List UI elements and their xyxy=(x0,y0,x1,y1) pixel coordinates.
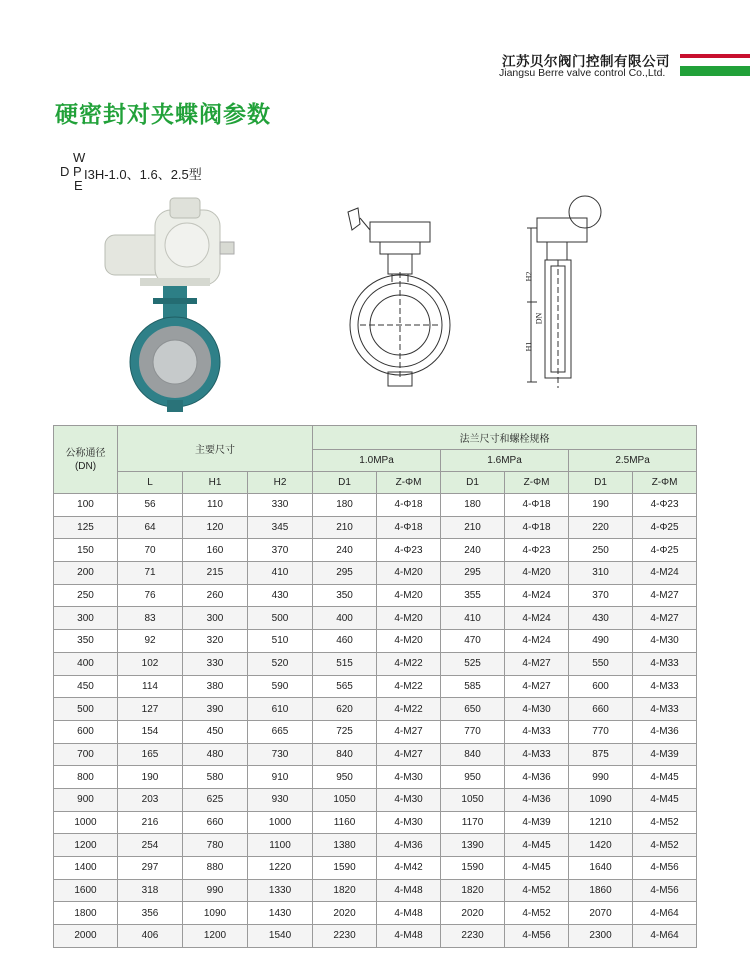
table-cell: 2020 xyxy=(441,902,505,925)
table-cell: 4-Φ18 xyxy=(505,516,569,539)
table-row xyxy=(54,925,697,948)
table-cell: 390 xyxy=(183,698,248,721)
table-cell: 4-Φ23 xyxy=(505,539,569,562)
table-cell: 780 xyxy=(183,834,248,857)
table-cell: 125 xyxy=(54,516,118,539)
table-cell: 600 xyxy=(54,720,118,743)
table-cell: 300 xyxy=(54,607,118,630)
table-cell: 990 xyxy=(569,766,633,789)
table-cell: 406 xyxy=(118,925,183,948)
table-cell: 295 xyxy=(313,562,377,585)
table-cell: 525 xyxy=(441,652,505,675)
header-red-stripe xyxy=(680,54,750,58)
table-cell: 4-M45 xyxy=(633,766,697,789)
table-cell: 950 xyxy=(313,766,377,789)
table-cell: 1000 xyxy=(54,811,118,834)
table-cell: 4-M33 xyxy=(505,720,569,743)
table-cell: 120 xyxy=(183,516,248,539)
table-cell: 470 xyxy=(441,630,505,653)
table-cell: 356 xyxy=(118,902,183,925)
table-cell: 310 xyxy=(569,562,633,585)
table-cell: 4-M52 xyxy=(505,902,569,925)
side-view-drawing xyxy=(515,190,615,400)
table-cell: 510 xyxy=(248,630,313,653)
table-cell: 1330 xyxy=(248,879,313,902)
table-cell: 110 xyxy=(183,494,248,517)
table-cell: 250 xyxy=(54,584,118,607)
table-cell: 4-M24 xyxy=(505,607,569,630)
table-cell: 4-M56 xyxy=(505,925,569,948)
table-cell: 127 xyxy=(118,698,183,721)
table-cell: 180 xyxy=(441,494,505,517)
dn-label: DN xyxy=(534,312,544,325)
table-cell: 770 xyxy=(569,720,633,743)
header-pressure-2: 1.6MPa xyxy=(441,450,569,472)
table-cell: 4-M27 xyxy=(377,743,441,766)
table-cell: 770 xyxy=(441,720,505,743)
table-cell: 4-Φ23 xyxy=(633,494,697,517)
table-cell: 1590 xyxy=(441,857,505,880)
table-cell: 4-M24 xyxy=(505,630,569,653)
table-cell: 4-M64 xyxy=(633,902,697,925)
table-row xyxy=(54,494,697,517)
model-prefix-top: W xyxy=(73,150,86,165)
table-cell: 4-M20 xyxy=(505,562,569,585)
header-h2: H2 xyxy=(248,472,313,494)
table-cell: 295 xyxy=(441,562,505,585)
parameter-table xyxy=(53,425,697,948)
table-cell: 1170 xyxy=(441,811,505,834)
table-cell: 490 xyxy=(569,630,633,653)
table-cell: 4-M30 xyxy=(633,630,697,653)
table-row xyxy=(54,539,697,562)
table-cell: 1860 xyxy=(569,879,633,902)
table-cell: 4-M24 xyxy=(633,562,697,585)
table-cell: 220 xyxy=(569,516,633,539)
table-row xyxy=(54,834,697,857)
table-cell: 254 xyxy=(118,834,183,857)
table-cell: 4-M48 xyxy=(377,902,441,925)
table-cell: 240 xyxy=(441,539,505,562)
table-cell: 70 xyxy=(118,539,183,562)
table-cell: 100 xyxy=(54,494,118,517)
table-cell: 660 xyxy=(183,811,248,834)
table-row xyxy=(54,857,697,880)
table-cell: 350 xyxy=(54,630,118,653)
table-cell: 114 xyxy=(118,675,183,698)
table-cell: 210 xyxy=(313,516,377,539)
table-cell: 1540 xyxy=(248,925,313,948)
table-cell: 1390 xyxy=(441,834,505,857)
table-cell: 154 xyxy=(118,720,183,743)
header-zm: Z-ΦM xyxy=(377,472,441,494)
table-cell: 875 xyxy=(569,743,633,766)
table-cell: 800 xyxy=(54,766,118,789)
table-cell: 1400 xyxy=(54,857,118,880)
header-main-dims: 主要尺寸 xyxy=(118,426,313,472)
table-row xyxy=(54,675,697,698)
table-cell: 1200 xyxy=(54,834,118,857)
table-cell: 565 xyxy=(313,675,377,698)
table-cell: 1820 xyxy=(441,879,505,902)
table-cell: 2000 xyxy=(54,925,118,948)
table-cell: 160 xyxy=(183,539,248,562)
table-cell: 165 xyxy=(118,743,183,766)
table-cell: 2300 xyxy=(569,925,633,948)
table-cell: 585 xyxy=(441,675,505,698)
table-cell: 400 xyxy=(313,607,377,630)
table-row xyxy=(54,720,697,743)
table-cell: 83 xyxy=(118,607,183,630)
table-cell: 92 xyxy=(118,630,183,653)
table-cell: 910 xyxy=(248,766,313,789)
model-prefix-mid: D xyxy=(60,164,70,179)
table-cell: 330 xyxy=(183,652,248,675)
table-cell: 1380 xyxy=(313,834,377,857)
table-row xyxy=(54,766,697,789)
table-cell: 200 xyxy=(54,562,118,585)
table-row xyxy=(54,630,697,653)
table-cell: 1800 xyxy=(54,902,118,925)
table-cell: 4-Φ18 xyxy=(505,494,569,517)
table-cell: 4-M30 xyxy=(505,698,569,721)
table-cell: 1600 xyxy=(54,879,118,902)
table-cell: 370 xyxy=(248,539,313,562)
table-cell: 620 xyxy=(313,698,377,721)
table-cell: 4-M36 xyxy=(505,766,569,789)
table-cell: 2020 xyxy=(313,902,377,925)
table-cell: 56 xyxy=(118,494,183,517)
table-cell: 4-M27 xyxy=(505,675,569,698)
header-dn: 公称通径 (DN) xyxy=(54,426,118,494)
table-cell: 4-M20 xyxy=(377,607,441,630)
model-suffix: I3H-1.0、1.6、2.5型 xyxy=(84,167,202,182)
table-cell: 1090 xyxy=(183,902,248,925)
valve-photo xyxy=(95,190,245,415)
table-cell: 430 xyxy=(248,584,313,607)
table-cell: 450 xyxy=(183,720,248,743)
h2-label: H2 xyxy=(524,271,534,282)
company-name-en: Jiangsu Berre valve control Co.,Ltd. xyxy=(499,67,666,79)
table-cell: 520 xyxy=(248,652,313,675)
table-cell: 355 xyxy=(441,584,505,607)
table-cell: 1050 xyxy=(313,788,377,811)
table-cell: 4-M27 xyxy=(377,720,441,743)
table-cell: 330 xyxy=(248,494,313,517)
table-cell: 730 xyxy=(248,743,313,766)
table-cell: 4-M36 xyxy=(377,834,441,857)
table-row xyxy=(54,788,697,811)
header-d1: D1 xyxy=(569,472,633,494)
table-cell: 515 xyxy=(313,652,377,675)
table-cell: 150 xyxy=(54,539,118,562)
table-cell: 900 xyxy=(54,788,118,811)
table-cell: 1160 xyxy=(313,811,377,834)
table-cell: 380 xyxy=(183,675,248,698)
table-cell: 4-M52 xyxy=(505,879,569,902)
table-cell: 215 xyxy=(183,562,248,585)
header-l: L xyxy=(118,472,183,494)
table-cell: 203 xyxy=(118,788,183,811)
table-cell: 880 xyxy=(183,857,248,880)
table-cell: 4-M27 xyxy=(633,607,697,630)
header-h1: H1 xyxy=(183,472,248,494)
table-cell: 4-M33 xyxy=(633,652,697,675)
table-cell: 2230 xyxy=(441,925,505,948)
table-cell: 1090 xyxy=(569,788,633,811)
table-row xyxy=(54,584,697,607)
table-cell: 260 xyxy=(183,584,248,607)
header-pressure-3: 2.5MPa xyxy=(569,450,697,472)
table-cell: 1590 xyxy=(313,857,377,880)
table-cell: 102 xyxy=(118,652,183,675)
table-row xyxy=(54,562,697,585)
table-cell: 500 xyxy=(54,698,118,721)
page-title: 硬密封对夹蝶阀参数 xyxy=(55,102,271,128)
table-cell: 4-M48 xyxy=(377,925,441,948)
table-cell: 210 xyxy=(441,516,505,539)
table-cell: 2230 xyxy=(313,925,377,948)
table-cell: 4-Φ25 xyxy=(633,539,697,562)
table-cell: 1200 xyxy=(183,925,248,948)
table-cell: 1000 xyxy=(248,811,313,834)
table-cell: 460 xyxy=(313,630,377,653)
table-row xyxy=(54,698,697,721)
table-cell: 500 xyxy=(248,607,313,630)
table-cell: 300 xyxy=(183,607,248,630)
table-cell: 450 xyxy=(54,675,118,698)
table-cell: 1430 xyxy=(248,902,313,925)
table-cell: 4-M33 xyxy=(633,698,697,721)
table-cell: 410 xyxy=(441,607,505,630)
table-row xyxy=(54,879,697,902)
table-cell: 345 xyxy=(248,516,313,539)
table-cell: 4-Φ18 xyxy=(377,516,441,539)
table-cell: 350 xyxy=(313,584,377,607)
table-cell: 660 xyxy=(569,698,633,721)
table-cell: 4-M30 xyxy=(377,788,441,811)
table-cell: 1050 xyxy=(441,788,505,811)
table-cell: 4-M30 xyxy=(377,811,441,834)
front-view-drawing xyxy=(330,200,460,395)
table-cell: 216 xyxy=(118,811,183,834)
table-cell: 4-M36 xyxy=(505,788,569,811)
model-prefix-bottom: E xyxy=(74,178,83,193)
table-cell: 4-M30 xyxy=(377,766,441,789)
table-cell: 840 xyxy=(313,743,377,766)
table-cell: 76 xyxy=(118,584,183,607)
table-cell: 180 xyxy=(313,494,377,517)
table-cell: 1220 xyxy=(248,857,313,880)
table-cell: 4-M20 xyxy=(377,630,441,653)
table-cell: 4-M24 xyxy=(505,584,569,607)
table-cell: 1100 xyxy=(248,834,313,857)
table-cell: 4-M42 xyxy=(377,857,441,880)
table-cell: 590 xyxy=(248,675,313,698)
table-cell: 320 xyxy=(183,630,248,653)
table-cell: 4-M39 xyxy=(505,811,569,834)
table-cell: 625 xyxy=(183,788,248,811)
table-row xyxy=(54,902,697,925)
table-cell: 580 xyxy=(183,766,248,789)
header-zm: Z-ΦM xyxy=(505,472,569,494)
header-d1: D1 xyxy=(313,472,377,494)
table-cell: 1640 xyxy=(569,857,633,880)
table-cell: 4-M45 xyxy=(505,834,569,857)
table-cell: 930 xyxy=(248,788,313,811)
table-cell: 1210 xyxy=(569,811,633,834)
table-cell: 1420 xyxy=(569,834,633,857)
header-flange: 法兰尺寸和螺栓规格 xyxy=(313,426,697,450)
table-cell: 318 xyxy=(118,879,183,902)
header-green-stripe xyxy=(680,66,750,76)
table-cell: 990 xyxy=(183,879,248,902)
table-cell: 4-M22 xyxy=(377,698,441,721)
table-cell: 190 xyxy=(118,766,183,789)
table-cell: 4-M64 xyxy=(633,925,697,948)
table-cell: 2070 xyxy=(569,902,633,925)
table-cell: 400 xyxy=(54,652,118,675)
table-row xyxy=(54,607,697,630)
table-cell: 4-M39 xyxy=(633,743,697,766)
table-cell: 4-M22 xyxy=(377,675,441,698)
table-cell: 840 xyxy=(441,743,505,766)
table-row xyxy=(54,743,697,766)
table-cell: 190 xyxy=(569,494,633,517)
table-row xyxy=(54,516,697,539)
table-cell: 4-M36 xyxy=(633,720,697,743)
table-row xyxy=(54,811,697,834)
table-cell: 600 xyxy=(569,675,633,698)
table-cell: 4-M48 xyxy=(377,879,441,902)
header-pressure-1: 1.0MPa xyxy=(313,450,441,472)
table-cell: 4-M27 xyxy=(633,584,697,607)
table-cell: 4-M56 xyxy=(633,879,697,902)
table-cell: 4-Φ25 xyxy=(633,516,697,539)
table-cell: 250 xyxy=(569,539,633,562)
table-cell: 430 xyxy=(569,607,633,630)
table-cell: 725 xyxy=(313,720,377,743)
table-cell: 4-M20 xyxy=(377,584,441,607)
table-cell: 480 xyxy=(183,743,248,766)
table-cell: 410 xyxy=(248,562,313,585)
table-cell: 950 xyxy=(441,766,505,789)
table-cell: 4-M33 xyxy=(505,743,569,766)
table-cell: 64 xyxy=(118,516,183,539)
table-cell: 4-M27 xyxy=(505,652,569,675)
table-cell: 1820 xyxy=(313,879,377,902)
header-zm: Z-ΦM xyxy=(633,472,697,494)
header-d1: D1 xyxy=(441,472,505,494)
table-cell: 700 xyxy=(54,743,118,766)
table-cell: 4-M52 xyxy=(633,834,697,857)
table-cell: 665 xyxy=(248,720,313,743)
table-cell: 4-M22 xyxy=(377,652,441,675)
table-cell: 4-Φ23 xyxy=(377,539,441,562)
table-cell: 4-M56 xyxy=(633,857,697,880)
table-cell: 4-M52 xyxy=(633,811,697,834)
model-prefix-mid2: P xyxy=(73,164,82,179)
table-cell: 4-M45 xyxy=(633,788,697,811)
table-cell: 240 xyxy=(313,539,377,562)
table-cell: 610 xyxy=(248,698,313,721)
table-cell: 297 xyxy=(118,857,183,880)
table-cell: 370 xyxy=(569,584,633,607)
table-row xyxy=(54,652,697,675)
table-cell: 4-M20 xyxy=(377,562,441,585)
table-cell: 550 xyxy=(569,652,633,675)
company-name-cn: 江苏贝尔阀门控制有限公司 xyxy=(502,54,670,70)
h1-label: H1 xyxy=(524,341,534,352)
table-cell: 4-M33 xyxy=(633,675,697,698)
table-cell: 4-Φ18 xyxy=(377,494,441,517)
table-cell: 71 xyxy=(118,562,183,585)
table-cell: 4-M45 xyxy=(505,857,569,880)
table-cell: 650 xyxy=(441,698,505,721)
